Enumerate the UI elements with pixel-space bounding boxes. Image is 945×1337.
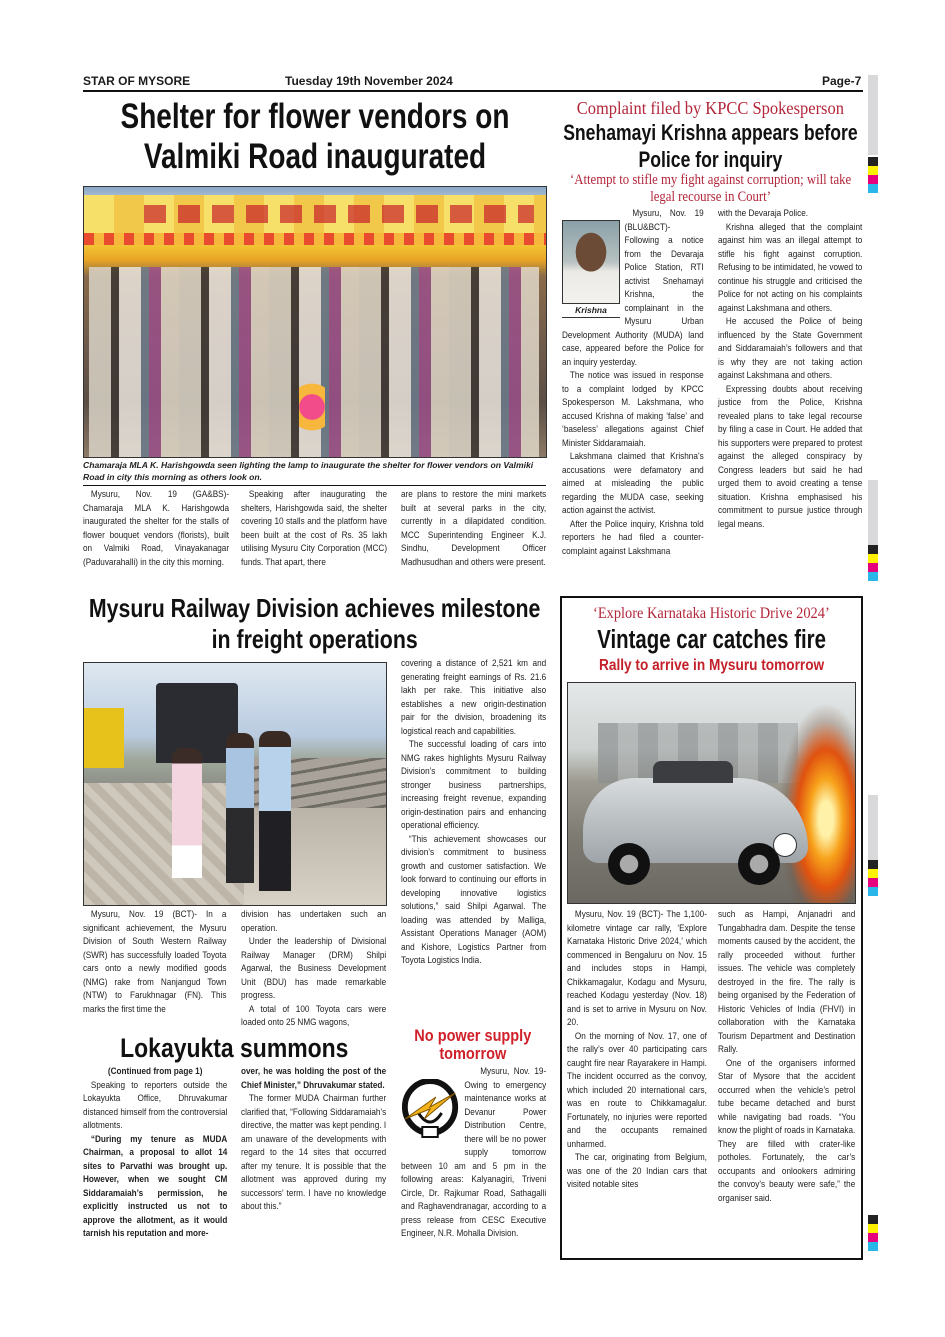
registration-strip xyxy=(868,480,878,545)
snehamayi-column-2 xyxy=(718,207,862,531)
paragraph: Speaking to reporters outside the Lokayukta Office, Dhruvakumar distanced himself from the controversial allotments. xyxy=(83,1079,228,1130)
paragraph: The car, originating from Belgium, was one of the 20 Indian cars that visited notable sites xyxy=(567,1152,707,1189)
continued-note: (Continued from page 1) xyxy=(107,1066,203,1076)
lokayukta-column-1 xyxy=(83,1065,227,1241)
color-registration-mark xyxy=(868,1215,878,1251)
paragraph: such as Hampi, Anjanadri and Tungabhadra dam. Despite the tense moments caused by the accident, the rally proceeded without further issues. The vehicle was completely destroyed in the fire. The rally is being organised by the Federation of Historic Vehicles of India (FHVI) in collaboration with the Karnataka Tourism Department and Destination Rally. xyxy=(718,909,856,1054)
paragraph: A total of 100 Toyota cars were loaded onto 25 NMG wagons, xyxy=(241,1003,387,1027)
photo-spacer xyxy=(562,221,624,321)
paragraph: “This achievement showcases our division’s commitment to business growth and customer satisfaction. We look forward to continuing our efforts in developing innovative logistics solutions,” said Shilpi Agarwal. The loading was attended by Malliga, Assistant Operations Manager (AOM) and Kishore, Logistics Partner from Toyota Logistics India. xyxy=(401,833,547,965)
paragraph: Mysuru, Nov. 19 (BLU&BCT)- Following a notice from the Devaraja Police Station, RTI activist Snehamayi Krishna, the complainant in the Mysuru Urban Development Authority (MUDA) land case, appeared before the Police for an inquiry yesterday. xyxy=(562,208,704,367)
paragraph: On the morning of Nov. 17, one of the rally’s over 40 participating cars caught fire near Rayarakere in Hampi. The incident occurred as the convoy, which included 20 international cars, was en route to Chikkamagalur. Fortunately, no injuries were reported and the occupants remained unharmed. xyxy=(567,1030,707,1149)
paragraph: with the Devaraja Police. xyxy=(718,208,809,218)
color-registration-mark xyxy=(868,545,878,581)
paragraph: He accused the Police of being influenced by the State Government and Siddaramaiah’s followers and that is why they are not taking action against Lakshmana and others. xyxy=(718,316,863,380)
caption-rule xyxy=(83,485,546,486)
paragraph: Expressing doubts about receiving justice from the Police, Krishna revealed plans to take legal recourse by filing a case in Court. He added that his supporters were prepared to protest against the alleged conspiracy by Congress leaders but said he had urged them to avoid creating a tense situation. Krishna emphasised his commitment to pursue justice through legal means. xyxy=(718,383,863,529)
vintage-column-1 xyxy=(567,908,707,1192)
shelter-headline: Shelter for flower vendors on Valmiki Road inaugurated xyxy=(120,97,510,176)
shelter-column-3 xyxy=(401,488,546,569)
burning-car-photo xyxy=(567,682,856,904)
paragraph: One of the organisers informed Star of Mysore that the accident occurred when the vehicle’s petrol tube became detached and burst while navigating bad roads. “You know the plight of roads in Karnataka. They are filled with crater-like potholes. Fortunately, the car’s occupants and onlookers admiring the convoy’s beauty were safe,” the organiser said. xyxy=(718,1057,856,1203)
shelter-photo-caption: Chamaraja MLA K. Harishgowda seen lighting the lamp to inaugurate the shelter for flower vendors on Valmiki Road in city this morning as others look on. xyxy=(83,460,534,482)
snehamayi-kicker: Complaint filed by KPCC Spokesperson xyxy=(576,98,844,118)
paragraph: The notice was issued in response to a complaint lodged by KPCC Spokesperson M. Lakshmana, who accused Krishna of making ‘false’ and ‘baseless’ allegations against Chief Minister Siddaramaiah. xyxy=(562,370,704,448)
issue-date: Tuesday 19th November 2024 xyxy=(285,74,453,88)
color-registration-mark xyxy=(868,157,878,193)
lightning-bulb-icon xyxy=(401,1079,461,1149)
lokayukta-column-1-body xyxy=(83,1079,227,1241)
railway-photo xyxy=(83,662,387,906)
paragraph: Under the leadership of Divisional Railway Manager (DRM) Shilpi Agarwal, the Business Development Unit (BDU) has made remarkable progress. xyxy=(241,936,387,1000)
shelter-column-2 xyxy=(241,488,387,569)
vintage-kicker: ‘Explore Karnataka Historic Drive 2024’ xyxy=(593,605,830,622)
paragraph: division has undertaken such an operation. xyxy=(241,909,387,933)
paragraph: are plans to restore the mini markets built at several parks in the city, currently in a dilapidated condition. MCC Superintending Engineer K.J. Sindhu, Development Officer Madhusudhan and others were present. xyxy=(401,489,547,567)
railway-column-1 xyxy=(83,908,226,1016)
power-article xyxy=(401,1065,546,1241)
color-registration-mark xyxy=(868,860,878,896)
krishna-photo-caption: Krishna xyxy=(562,304,620,318)
railway-column-3 xyxy=(401,657,546,968)
lokayukta-headline: Lokayukta summons xyxy=(120,1033,349,1063)
railway-headline: Mysuru Railway Division achieves milestone in freight operations xyxy=(88,593,541,654)
vintage-subhead: Rally to arrive in Mysuru tomorrow xyxy=(599,657,825,674)
snehamayi-headline: Snehamayi Krishna appears before Police for inquiry xyxy=(563,120,858,172)
paragraph: Lakshmana claimed that Krishna’s accusations were defamatory and aimed at misleading the public regarding the MUDA case, seeking action against the activist. xyxy=(562,451,704,515)
paper-name: STAR OF MYSORE xyxy=(83,74,191,88)
shelter-column-1 xyxy=(83,488,229,569)
paragraph: Mysuru, Nov. 19 (BCT)- In a significant achievement, the Mysuru Division of South Western Railway (SWR) has successfully loaded Toyota cars onto a newly modified goods (NMG) rake from Nanjangud Town (NTW) to Farukhnagar (FN). This marks the first time the xyxy=(83,909,227,1014)
paragraph: The former MUDA Chairman further clarified that, “Following Siddaramaiah’s directive, the matter was kept pending. I am unaware of the developments with regard to the 14 sites that occurred after my tenure. It is possible that the allotment was approved during my successors’ term. I have no knowledge about this.” xyxy=(241,1093,387,1211)
paragraph: over, he was holding the post of the Chief Minister,” Dhruvakumar stated. xyxy=(241,1066,387,1090)
paragraph: “During my tenure as MUDA Chairman, a proposal to allot 14 sites to Parvathi was brought up. However, when we sought CM Siddaramaiah’s permission, he explicitly instructed us not to approve the allotment, as it would tarnish his reputation and more- xyxy=(83,1133,228,1238)
paragraph: Mysuru, Nov. 19 (GA&BS)- Chamaraja MLA K. Harishgowda inaugurated the shelter for the stalls of flower bouquet vendors (florists), built on Valmiki Road, Vinayakanagar (Paduvarahalli) in the city this morning. xyxy=(83,489,230,567)
paragraph: Speaking after inaugurating the shelters, Harishgowda said, the shelter covering 10 stalls and the platform have been built at the cost of Rs. 35 lakh utilising Mysuru City Corporation (MCC) funds. That apart, there xyxy=(241,489,388,567)
lokayukta-column-2 xyxy=(241,1065,386,1214)
railway-column-2 xyxy=(241,908,386,1030)
inauguration-photo xyxy=(83,186,547,458)
snehamayi-column-1 xyxy=(562,207,704,558)
paragraph: Mysuru, Nov. 19 (BCT)- The 1,100-kilometre vintage car rally, ‘Explore Karnataka Historic Drive 2024,’ which commenced in Bengaluru on Nov. 15 and includes stops in Hampi, Chikkamagalur, Kodagu and Mysuru, reached Kodagu yesterday (Nov. 18) and is set to arrive in Mysuru on Nov. 20. xyxy=(567,909,707,1027)
registration-strip xyxy=(868,795,878,860)
vintage-headline: Vintage car catches fire xyxy=(597,626,826,654)
power-headline: No power supply tomorrow xyxy=(414,1027,532,1063)
registration-strip xyxy=(868,75,878,155)
paragraph: Krishna alleged that the complaint against him was an illegal attempt to stifle his fight against corruption. Refusing to be intimidated, he vowed to continue his struggle and criticised the Police for not acting on his complaints against Lakshmana and others. xyxy=(718,221,863,313)
masthead-rule xyxy=(83,90,863,92)
vintage-column-2 xyxy=(718,908,855,1205)
snehamayi-subhead: ‘Attempt to stifle my fight against corruption; will take legal recourse in Court’ xyxy=(569,172,852,205)
power-body: Mysuru, Nov. 19- Owing to emergency maintenance works at Devanur Power Distribution Centre, there will be no power supply tomorrow between 10 am and 5 pm in the following areas: Kalyanagiri, Triveni Circle, Dr. Rajkumar Road, Sathagalli and Raghavendranagar, according to a press release from CESC Executive Engineer, N.R. Mohalla Division. xyxy=(401,1066,547,1238)
paragraph: covering a distance of 2,521 km and generating freight earnings of Rs. 21.6 lakh per rake. This initiative also establishes a new origin-destination pair for the division, broadening its logistical reach and capabilities. xyxy=(401,658,547,736)
paragraph: The successful loading of cars into NMG rakes highlights Mysuru Railway Division’s commitment to building stronger business partnerships, increasing freight revenue, expanding origin-destination pairs and enhancing operational efficiency. xyxy=(401,739,547,830)
page-number: Page-7 xyxy=(822,74,862,88)
paragraph: After the Police inquiry, Krishna told reporters he had filed a counter-complaint against Lakshmana xyxy=(562,518,704,556)
